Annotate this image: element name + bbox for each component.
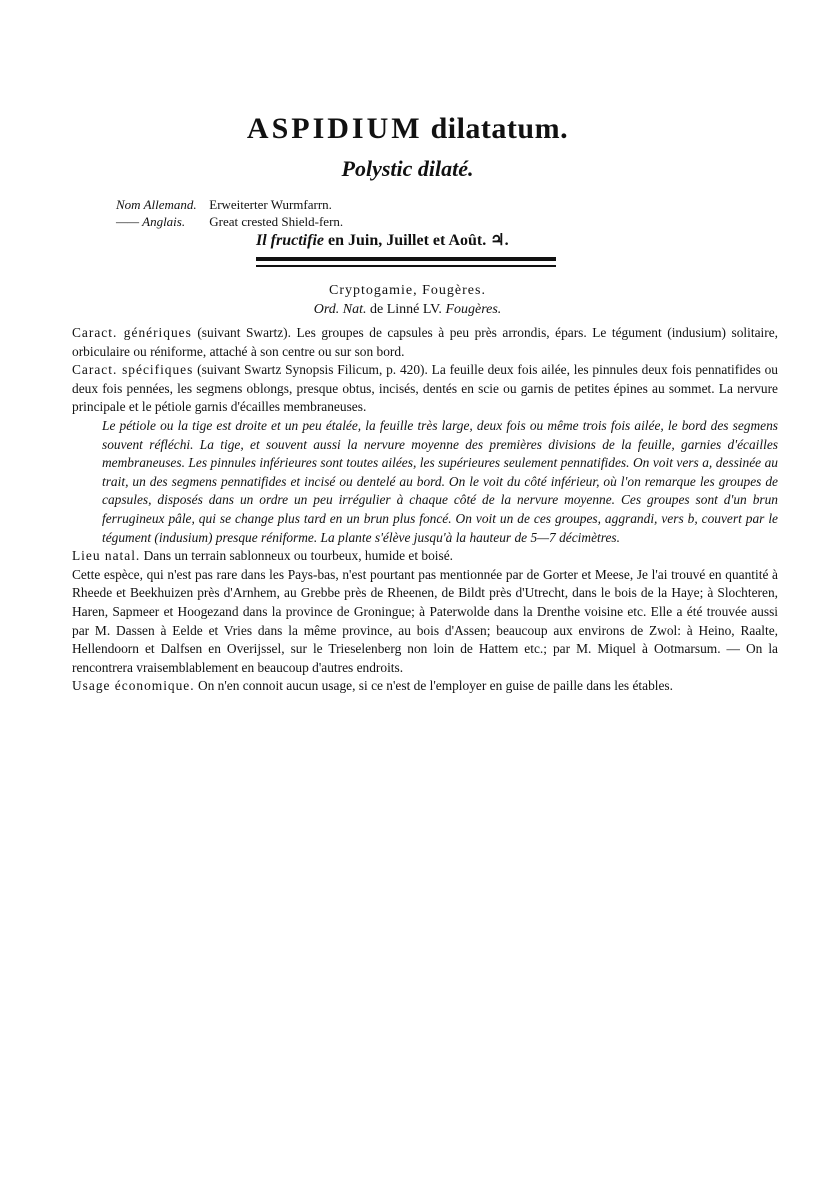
specific-text: (suivant Swartz Synopsis Filicum, p. 420). La feuille deux fois ailée, les pinnules deux fois pennatifides ou deux fois pennées, les segmens oblongs, presque obtus, incisés, dentés en scie ou garnis de petites épines au sommet. La nervure principale et le pétiole garnis d'écailles membraneuses. (72, 362, 778, 415)
classification-class: Cryptogamie, Fougères. (329, 283, 486, 298)
common-name-english (116, 213, 343, 230)
order-name: Fougères. (445, 302, 502, 317)
usage-text: On n'en connoit aucun usage, si ce n'est de l'employer en guise de paille dans les étables. (197, 678, 673, 694)
fructification-rest: en Juin, Juillet et Août. ♃. (328, 232, 509, 249)
generic-label: Caract. génériques (72, 325, 192, 340)
divider-thick (256, 257, 556, 261)
habitat (72, 547, 778, 566)
title-species: dilatatum. (430, 112, 569, 145)
common-name-value: Great crested Shield-fern. (209, 214, 344, 229)
specific-label: Caract. spécifiques (72, 362, 194, 378)
habitat-text: Dans un terrain sablonneux ou tourbeux, humide et boisé. (143, 548, 454, 564)
common-name-label: —— Anglais. (116, 214, 186, 229)
divider-thin (256, 265, 556, 267)
fructification-prefix: Il fructifie (256, 232, 324, 249)
common-name-german (116, 196, 343, 213)
order-linne: de Linné LV. (369, 302, 442, 317)
specific-characters (72, 361, 778, 417)
title-genus: ASPIDIUM (246, 112, 423, 145)
classification-order (0, 302, 815, 318)
description: Le pétiole ou la tige est droite et un peu étalée, la feuille très large, deux fois ou même trois fois ailée, le bord des segmens souvent réfléchi. La tige, et souvent aussi la nervure moyenne des premières divisions de la feuille, garnies d'écailles membraneuses. Les pinnules inférieures sont toutes ailées, les supérieures seulement pennatifides. On voit vers a, dessinée au trait, un des segmens pennatifides et incisé ou dentelé au bord. On le voit du côté inférieur, où l'on remarque les groupes de capsules, disposés dans un ordre un peu irrégulier à chaque côté de la nervure moyenne. Ces groupes sont d'un brun ferrugineux pâle, qui se change plus tard en un brun plus foncé. On voit un de ces groupes, aggrandi, vers b, couvert par le tégument (indusium) presque réniforme. La plante s'élève jusqu'à la hauteur de 5—7 décimètres. (102, 417, 778, 545)
fructification-line (256, 230, 509, 250)
page-subtitle: Polystic dilaté. (341, 156, 474, 181)
common-name-value: Erweiterter Wurmfarrn. (209, 197, 332, 212)
generic-characters (72, 324, 778, 361)
distribution: Cette espèce, qui n'est pas rare dans les Pays-bas, n'est pourtant pas mentionnée par de Gorter et Meese, Je l'ai trouvé en quantité à Rheede et Beekhuizen près d'Arnhem, au Grebbe près de Rheenen, de Bildt près d'Utrecht, dans le bois de la Haye; à Slochteren, Haren, Sapmeer et Hoogezand dans la province de Groningue; à Paterwolde dans la Drenthe voisine etc. Elle a été trouvée aussi par M. Dassen à Eelde et Vries dans la même province, au bois d'Assen; beaucoup aux environs de Zwol: à Heino, Raalte, Hellendoorn et Dalfsen en Overijssel, sur le Trieselenberg non loin de Hattem etc.; par M. Miquel à Ootmarsum. — On la rencontrera vraisemblablement en beaucoup d'autres endroits. (72, 566, 778, 675)
common-name-label: Nom Allemand. (116, 197, 197, 212)
common-names (116, 196, 343, 230)
usage (72, 677, 778, 696)
usage-label: Usage économique. (72, 678, 195, 694)
habitat-label: Lieu natal. (72, 548, 141, 564)
generic-text: (suivant Swartz). Les groupes de capsules à peu près arrondis, épars. Le tégument (indusium) solitaire, orbiculaire ou réniforme, attaché à son centre ou sur son bord. (72, 325, 778, 359)
main-text (72, 324, 778, 696)
order-label: Ord. Nat. (313, 302, 367, 317)
page-title (0, 112, 815, 146)
